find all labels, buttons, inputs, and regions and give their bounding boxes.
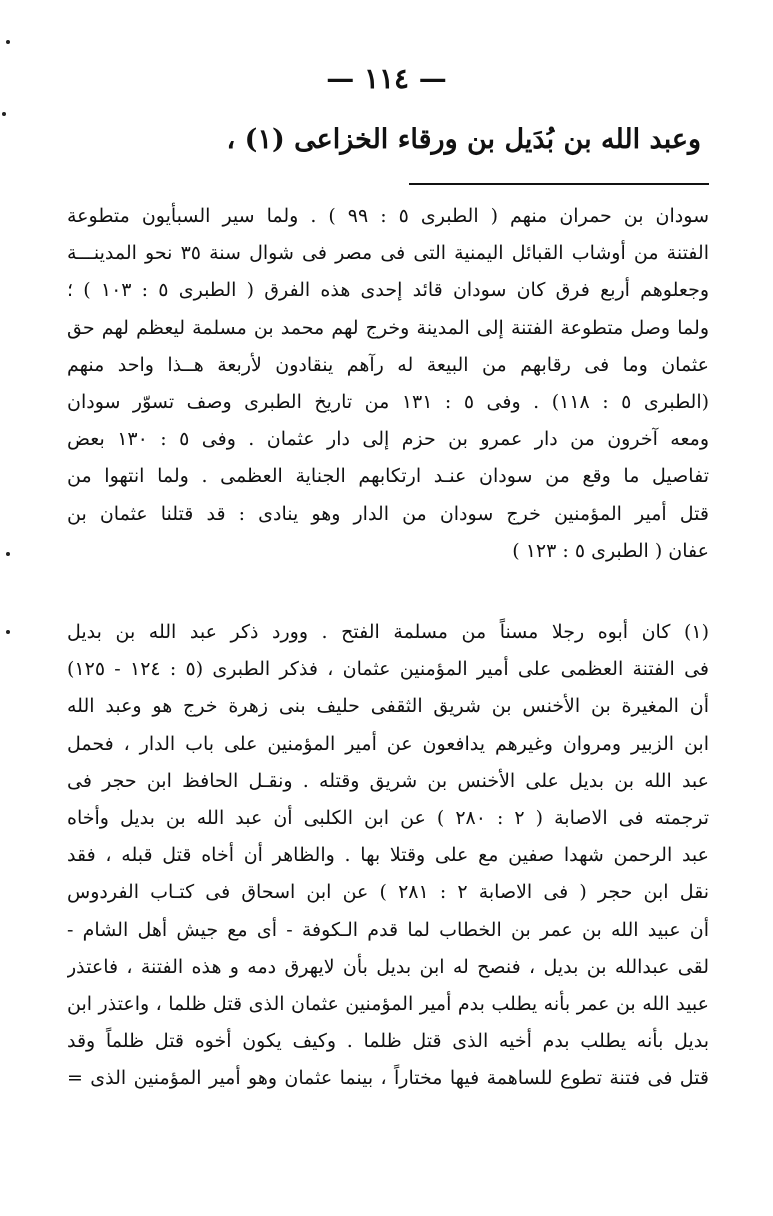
footnote-1 — [67, 614, 709, 1098]
scan-speck — [6, 630, 10, 634]
footnote-continuation — [67, 198, 709, 570]
footnote-line: أن المغيرة بن الأخنس بن شريق الثقفى حليف بنى زهرة خرج هو وعبد الله — [67, 695, 709, 718]
footnote-line: قتل أمير المؤمنين خرج سودان من الدار وهو ينادى : قد قتلنا عثمان بن — [67, 502, 709, 525]
footnote-line: قتل فى فتنة تطوع للساهمة فيها مختاراً ، بينما عثمان وهو أمير المؤمنين الذى = — [67, 1067, 709, 1090]
footnote-line: ترجمته فى الاصابة ( ٢ : ٢٨٠ ) عن ابن الكلبى أن عبد الله بن بديل وأخاه — [67, 807, 709, 830]
footnote-line: ابن الزبير ومروان وغيرهم يدافعون عن أمير المؤمنين على باب الدار ، فحمل — [67, 732, 709, 755]
footnote-line: نقل ابن حجر ( فى الاصابة ٢ : ٢٨١ ) عن ابن اسحاق فى كتـاب الفردوس — [67, 881, 709, 904]
footnote-line: الفتنة من أوشاب القبائل اليمنية التى فى مصر فى شوال سنة ٣٥ نحو المدينـــة — [67, 242, 709, 265]
footnote-line: (١) كان أبوه رجلا مسناً من مسلمة الفتح . وورد ذكر عبد الله بن بديل — [67, 621, 709, 643]
footnote-line: لقى عبدالله بن بديل ، فنصح له ابن بديل بأن لايهرق دمه و هذه الفتنة ، فاعتذر — [67, 955, 709, 978]
footnote-line: عبيد الله بن عمر بأنه يطلب بدم أمير المؤمنين عثمان الذى قتل ظلما ، واعتذر ابن — [67, 993, 709, 1016]
scan-speck — [6, 552, 10, 556]
scan-speck — [2, 112, 6, 116]
footnote-line: عثمان وما فى رقابهم من البيعة له رآهم ينقادون لأربعة هــذا واحد منهم — [67, 353, 709, 376]
footnote-line: وجعلوهم أربع فرق كان سودان قائد إحدى هذه الفرق ( الطبرى ٥ : ١٠٣ ) ؛ — [67, 279, 709, 302]
scan-speck — [6, 40, 10, 44]
page-number: — ١١٤ — — [326, 62, 447, 95]
footnote-line: تفاصيل ما وقع من سودان عنـد ارتكابهم الجناية العظمى . ولما انتهوا من — [67, 465, 709, 488]
footnote-divider — [409, 183, 709, 185]
footnote-line: سودان بن حمران منهم ( الطبرى ٥ : ٩٩ ) . ولما سير السبأيون متطوعة — [67, 205, 709, 227]
footnote-line: (الطبرى ٥ : ١١٨) . وفى ٥ : ١٣١ من تاريخ الطبرى وصف تسوّر سودان — [67, 391, 709, 414]
footnote-line: ومعه آخرون من دار عمرو بن حزم إلى دار عثمان . وفى ٥ : ١٣٠ بعض — [67, 428, 709, 451]
footnote-line: بديل بأنه يطلب بدم أخيه الذى قتل ظلما . وكيف يكون أخوه قتل ظلماً وقد — [67, 1030, 709, 1053]
footnote-line: عبد الله بن بديل على الأخنس بن شريق وقتله . ونقـل الحافظ ابن حجر فى — [67, 769, 709, 792]
footnote-line: عفان ( الطبرى ٥ : ١٢٣ ) — [512, 539, 709, 562]
footnote-line: ولما وصل متطوعة الفتنة إلى المدينة وخرج لهم محمد بن مسلمة ليعظم لهم حق — [67, 316, 709, 339]
main-text-line: وعبد الله بن بُدَيل بن ورقاء الخزاعى (١) ، — [226, 124, 701, 155]
footnote-line: فى الفتنة العظمى على أمير المؤمنين عثمان ، فذكر الطبرى (٥ : ١٢٤ - ١٢٥) — [67, 658, 709, 681]
footnote-line: أن عبيد الله بن عمر بن الخطاب لما قدم الـكوفة - أى مع جيش أهل الشام - — [67, 918, 709, 941]
footnote-line: عبد الرحمن شهدا صفين مع على وقتلا بها . والظاهر أن أخاه قتل قبله ، فقد — [67, 844, 709, 867]
